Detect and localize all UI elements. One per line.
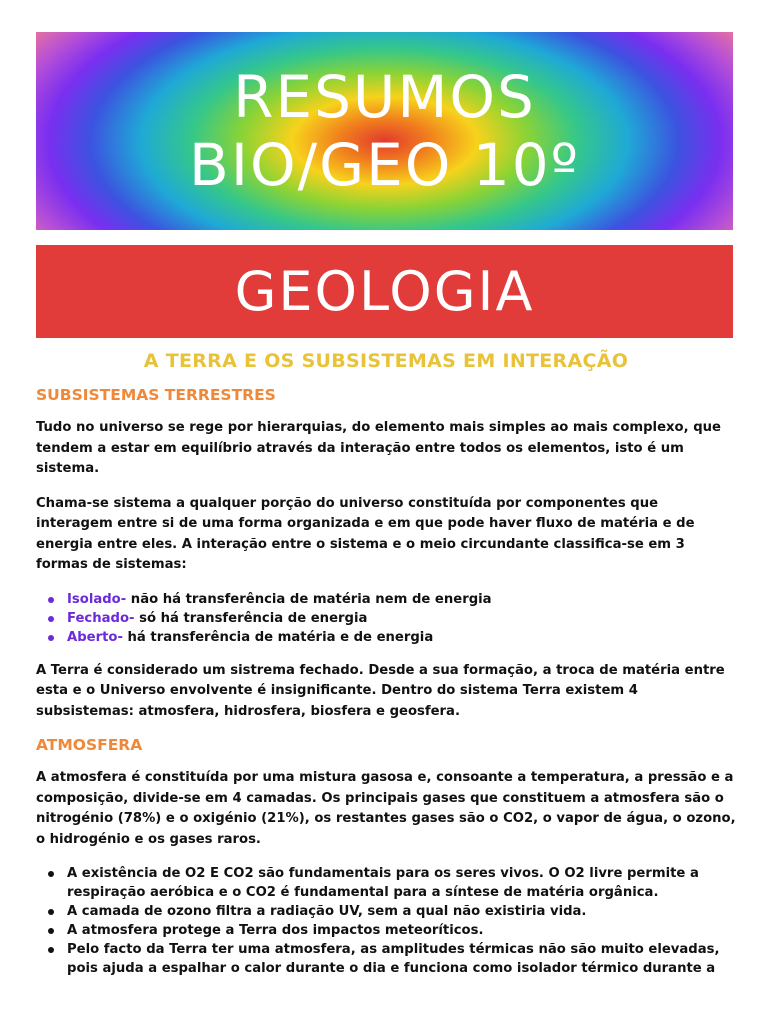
title-line-2: BIO/GEO 10º bbox=[189, 131, 580, 199]
list-item-text: A atmosfera protege a Terra dos impactos meteoríticos. bbox=[67, 923, 484, 938]
list-item bbox=[36, 628, 736, 647]
system-term: Aberto- bbox=[67, 629, 123, 645]
list-item bbox=[36, 864, 736, 902]
system-description: só há transferência de energia bbox=[134, 610, 368, 626]
list-item bbox=[36, 590, 736, 609]
subject-banner bbox=[36, 245, 733, 338]
subject-title: GEOLOGIA bbox=[234, 260, 535, 323]
bullet-icon bbox=[48, 616, 54, 622]
title-banner bbox=[36, 32, 733, 230]
system-term: Fechado- bbox=[67, 610, 135, 626]
bullet-icon bbox=[48, 928, 54, 934]
list-item bbox=[36, 921, 736, 940]
paragraph: A Terra é considerado um sistrema fechado. Desde a sua formação, a troca de matéria entre esta e o Universo envolvente é insignificante. Dentro do sistema Terra existem 4 subsistemas: atmosfera, hidrosfera, biosfera e geosfera. bbox=[36, 662, 725, 719]
bullet-icon bbox=[48, 947, 54, 953]
document-body bbox=[36, 350, 736, 992]
section-heading-atmosfera: ATMOSFERA bbox=[36, 736, 143, 754]
paragraph: Tudo no universo se rege por hierarquias, do elemento mais simples ao mais complexo, que tendem a estar em equilíbrio através da interação entre todos os elementos, isto é um sistema. bbox=[36, 420, 721, 476]
system-description: não há transferência de matéria nem de energia bbox=[126, 591, 492, 607]
list-item-text: A camada de ozono filtra a radiação UV, sem a qual não existiria vida. bbox=[67, 904, 587, 919]
section-heading-subsistemas: SUBSISTEMAS TERRESTRES bbox=[36, 386, 276, 404]
bullet-icon bbox=[48, 635, 54, 641]
list-item-text: Pelo facto da Terra ter uma atmosfera, as amplitudes térmicas não são muito elevadas, pois ajuda a espalhar o calor durante o dia e funciona como isolador térmico durante a bbox=[67, 942, 720, 976]
bullet-icon bbox=[48, 597, 54, 603]
list-item bbox=[36, 940, 736, 978]
system-term: Isolado- bbox=[67, 591, 127, 607]
list-item-text: A existência de O2 E CO2 são fundamentais para os seres vivos. O O2 livre permite a respiração aeróbica e o CO2 é fundamental para a síntese de matéria orgânica. bbox=[67, 866, 699, 900]
title-line-1: RESUMOS bbox=[233, 63, 536, 131]
system-description: há transferência de matéria e de energia bbox=[122, 629, 434, 645]
systems-list bbox=[36, 590, 736, 647]
bullet-icon bbox=[48, 871, 54, 877]
list-item bbox=[36, 902, 736, 921]
list-item bbox=[36, 609, 736, 628]
atmosphere-list bbox=[36, 864, 736, 978]
bullet-icon bbox=[48, 909, 54, 915]
paragraph: Chama-se sistema a qualquer porção do universo constituída por componentes que interagem entre si de uma forma organizada e em que pode haver fluxo de matéria e de energia entre eles. A interação entre o sistema e o meio circundante classifica-se em 3 formas de sistemas: bbox=[36, 495, 695, 572]
page-heading: A TERRA E OS SUBSISTEMAS EM INTERAÇÃO bbox=[143, 350, 629, 372]
paragraph: A atmosfera é constituída por uma mistura gasosa e, consoante a temperatura, a pressão e a composição, divide-se em 4 camadas. Os principais gases que constituem a atmosfera são o nitrogénio (78%) e o oxigénio (21%), os restantes gases são o CO2, o vapor de água, o ozono, o hidrogénio e os gases raros. bbox=[36, 770, 736, 847]
